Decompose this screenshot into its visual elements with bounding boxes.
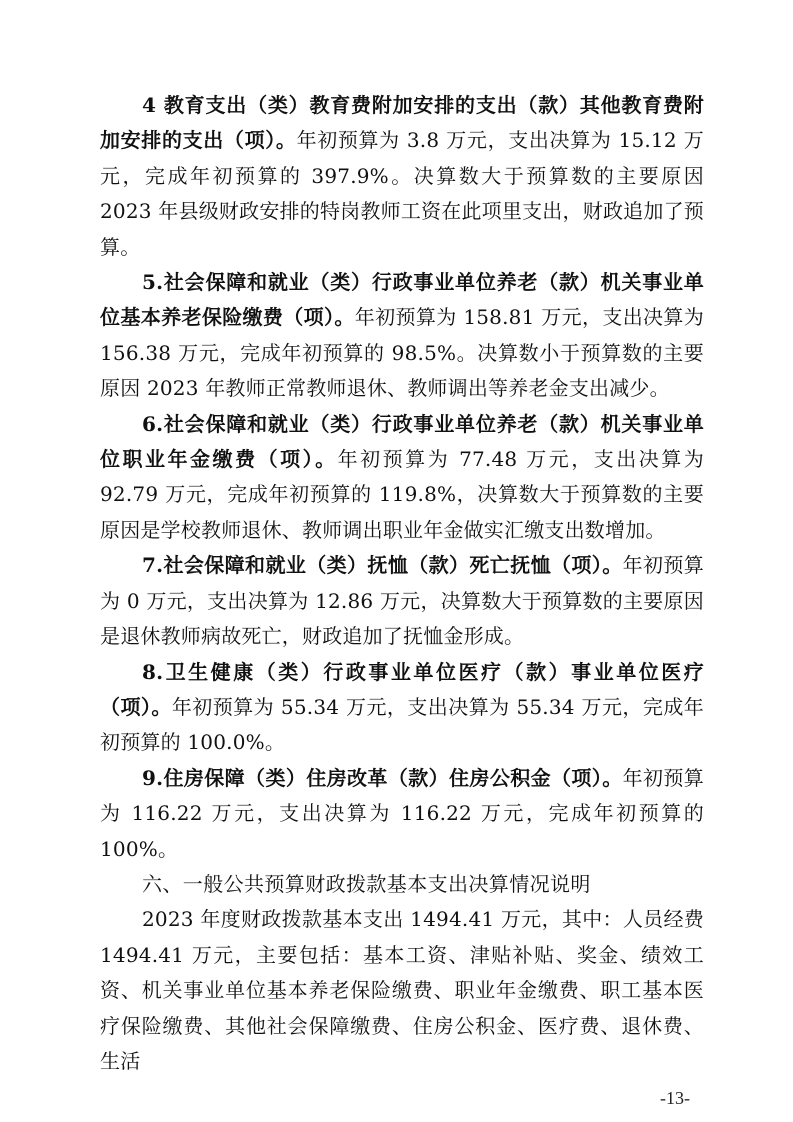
item-heading: 5.社会保障和就业（类）行政事业单位养老（款）机关事业单位基本养老保险缴费（项）。 xyxy=(100,270,704,330)
paragraph-item-8 xyxy=(100,655,704,761)
paragraph-item-6 xyxy=(100,407,704,549)
item-text: 年初预算为 77.48 万元，支出决算为 92.79 万元，完成年初预算的 119.8%，决算数大于预算数的主要原因是学校教师退休、教师调出职业年金做实汇缴支出数增加。 xyxy=(100,447,704,542)
section-heading: 六、一般公共预算财政拨款基本支出决算情况说明 xyxy=(142,871,591,896)
item-heading: 7.社会保障和就业（类）抚恤（款）死亡抚恤（项）。 xyxy=(142,553,623,578)
item-text: 年初预算为 116.22 万元，支出决算为 116.22 万元，完成年初预算的 100%。 xyxy=(100,765,704,861)
page-number: -13- xyxy=(660,1088,690,1108)
item-text: 年初预算为 0 万元，支出决算为 12.86 万元，决算数大于预算数的主要原因是退休教师病故死亡，财政追加了抚恤金形成。 xyxy=(100,553,704,649)
body-text xyxy=(100,88,704,1079)
item-heading: 4 教育支出（类）教育费附加安排的支出（款）其他教育费附加安排的支出（项）。 xyxy=(100,93,704,153)
item-heading: 8.卫生健康（类）行政事业单位医疗（款）事业单位医疗（项）。 xyxy=(100,659,704,719)
item-text: 年初预算为 3.8 万元，支出决算为 15.12 万元，完成年初预算的 397.9%。决算数大于预算数的主要原因 2023 年县级财政安排的特岗教师工资在此项里支出，财政追加了预算。 xyxy=(100,128,704,259)
section-body: 2023 年度财政拨款基本支出 1494.41 万元，其中：人员经费 1494.41 万元，主要包括：基本工资、津贴补贴、奖金、绩效工资、机关事业单位基本养老保险缴费、职业年金缴费、职工基本医疗保险缴费、其他社会保障缴费、住房公积金、医疗费、退休费、生活 xyxy=(100,907,704,1073)
item-heading: 9.住房保障（类）住房改革（款）住房公积金（项）。 xyxy=(142,765,623,790)
paragraph-item-4 xyxy=(100,88,704,265)
item-text: 年初预算为 158.81 万元，支出决算为 156.38 万元，完成年初预算的 98.5%。决算数小于预算数的主要原因 2023 年教师正常教师退休、教师调出等养老金支出减少。 xyxy=(100,305,704,401)
item-text: 年初预算为 55.34 万元，支出决算为 55.34 万元，完成年初预算的 100.0%。 xyxy=(100,694,704,755)
paragraph-item-7 xyxy=(100,548,704,654)
paragraph-item-9 xyxy=(100,761,704,867)
paragraph-item-5 xyxy=(100,265,704,407)
item-heading: 6.社会保障和就业（类）行政事业单位养老（款）机关事业单位职业年金缴费（项）。 xyxy=(100,411,704,472)
